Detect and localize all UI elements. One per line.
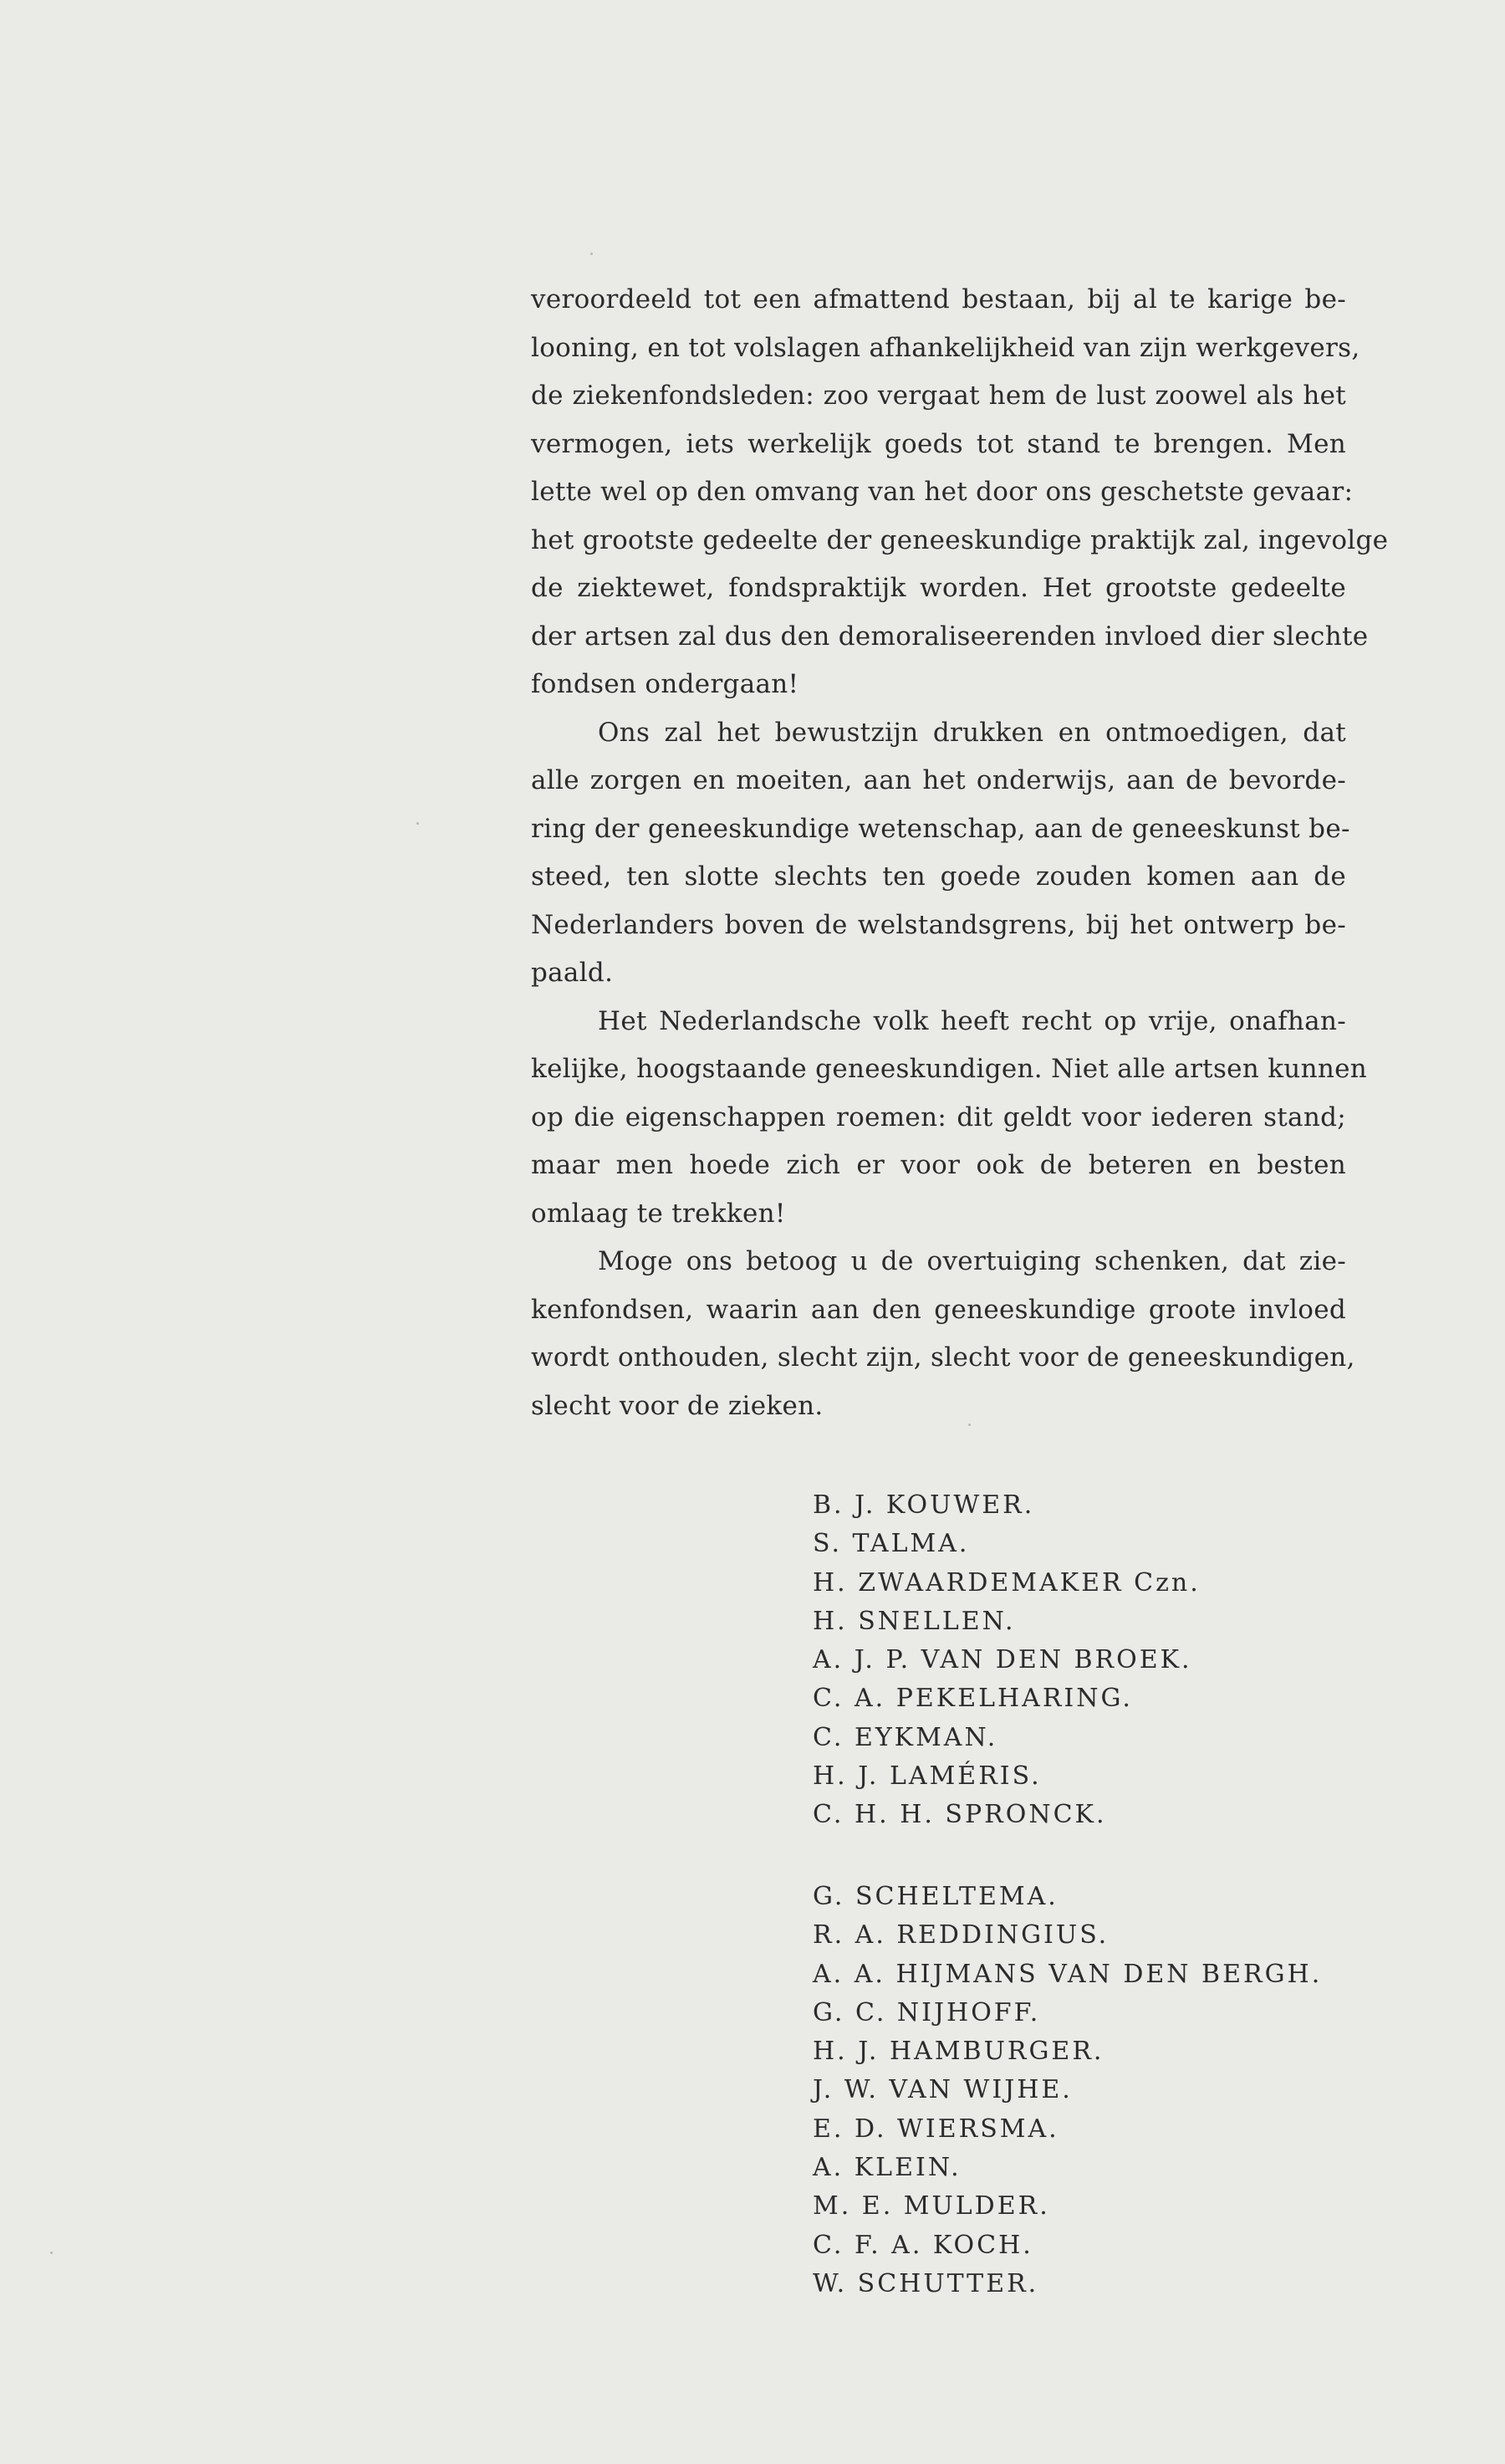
signatory-name: C. F. A. KOCH. — [813, 2230, 1033, 2260]
signatories-group-1 — [813, 1486, 1398, 1835]
text-line: omlaag te trekken! — [531, 1198, 786, 1229]
text-line: maar men hoede zich er voor ook de beteren en besten — [531, 1150, 1346, 1180]
signatory-name: G. SCHELTEMA. — [813, 1882, 1059, 1911]
text-line: looning, en tot volslagen afhankelijkheid van zijn werkgevers, — [531, 332, 1360, 363]
signatory-name: C. H. H. SPRONCK. — [813, 1800, 1107, 1830]
text-line: fondsen ondergaan! — [531, 669, 799, 699]
signatory-name: S. TALMA. — [813, 1529, 970, 1559]
text-line: Het Nederlandsche volk heeft recht op vrije, onafhan- — [598, 1005, 1346, 1036]
signatories-group-2 — [813, 1878, 1398, 2303]
signatory-name: H. J. HAMBURGER. — [813, 2037, 1105, 2067]
signatory-name: H. SNELLEN. — [813, 1606, 1016, 1636]
signatory-name: H. ZWAARDEMAKER Czn. — [813, 1567, 1201, 1598]
text-line: veroordeeld tot een afmattend bestaan, bij al te karige be- — [531, 284, 1346, 314]
text-line: steed, ten slotte slechts ten goede zouden komen aan de — [531, 861, 1346, 892]
signatory-name: A. KLEIN. — [813, 2153, 962, 2183]
signatory-name: G. C. NIJHOFF. — [813, 1997, 1041, 2027]
text-line: op die eigenschappen roemen: dit geldt voor iederen stand; — [531, 1102, 1346, 1132]
text-line: lette wel op den omvang van het door ons geschetste gevaar: — [531, 477, 1354, 507]
text-line: de ziektewet, fondspraktijk worden. Het grootste gedeelte — [531, 573, 1346, 603]
signatory-name: E. D. WIERSMA. — [813, 2114, 1059, 2144]
signatory-name: A. J. P. VAN DEN BROEK. — [813, 1645, 1192, 1675]
text-line: vermogen, iets werkelijk goeds tot stand te brengen. Men — [531, 428, 1346, 459]
text-line: het grootste gedeelte der geneeskundige praktijk zal, ingevolge — [531, 524, 1389, 555]
body-text — [531, 276, 1389, 1430]
signatory-name: H. J. LAMÉRIS. — [813, 1761, 1042, 1792]
signatory-name: R. A. REDDINGIUS. — [813, 1920, 1110, 1950]
text-line: kelijke, hoogstaande geneeskundigen. Niet alle artsen kunnen — [531, 1054, 1368, 1084]
paper-speck — [416, 822, 419, 825]
text-line: de ziekenfondsleden: zoo vergaat hem de lust zoowel als het — [531, 381, 1346, 411]
text-line: alle zorgen en moeiten, aan het onderwijs, aan de bevorde- — [531, 765, 1346, 795]
signatory-name: A. A. HIJMANS VAN DEN BERGH. — [813, 1959, 1323, 1989]
paper-speck — [50, 2252, 53, 2254]
signatory-name: W. SCHUTTER. — [813, 2268, 1039, 2298]
signatory-name: C. A. PEKELHARING. — [813, 1684, 1133, 1714]
text-line: Ons zal het bewustzijn drukken en ontmoedigen, dat — [598, 717, 1346, 748]
signatory-name: J. W. VAN WIJHE. — [813, 2075, 1073, 2105]
text-line: Nederlanders boven de welstandsgrens, bij het ontwerp be- — [531, 909, 1346, 940]
text-line: ring der geneeskundige wetenschap, aan de geneeskunst be- — [531, 813, 1350, 844]
signatory-name: B. J. KOUWER. — [813, 1490, 1035, 1520]
text-line: slecht voor de zieken. — [531, 1390, 824, 1421]
text-line: wordt onthouden, slecht zijn, slecht voor de geneeskundigen, — [531, 1342, 1355, 1373]
text-line: der artsen zal dus den demoraliseerenden invloed dier slechte — [531, 621, 1369, 652]
signatory-name: M. E. MULDER. — [813, 2191, 1050, 2221]
paper-speck — [590, 253, 593, 255]
text-line: kenfondsen, waarin aan den geneeskundige groote invloed — [531, 1294, 1346, 1325]
text-line: paald. — [531, 958, 614, 988]
text-line: Moge ons betoog u de overtuiging schenken, dat zie- — [598, 1246, 1346, 1276]
signatory-name: C. EYKMAN. — [813, 1722, 998, 1752]
